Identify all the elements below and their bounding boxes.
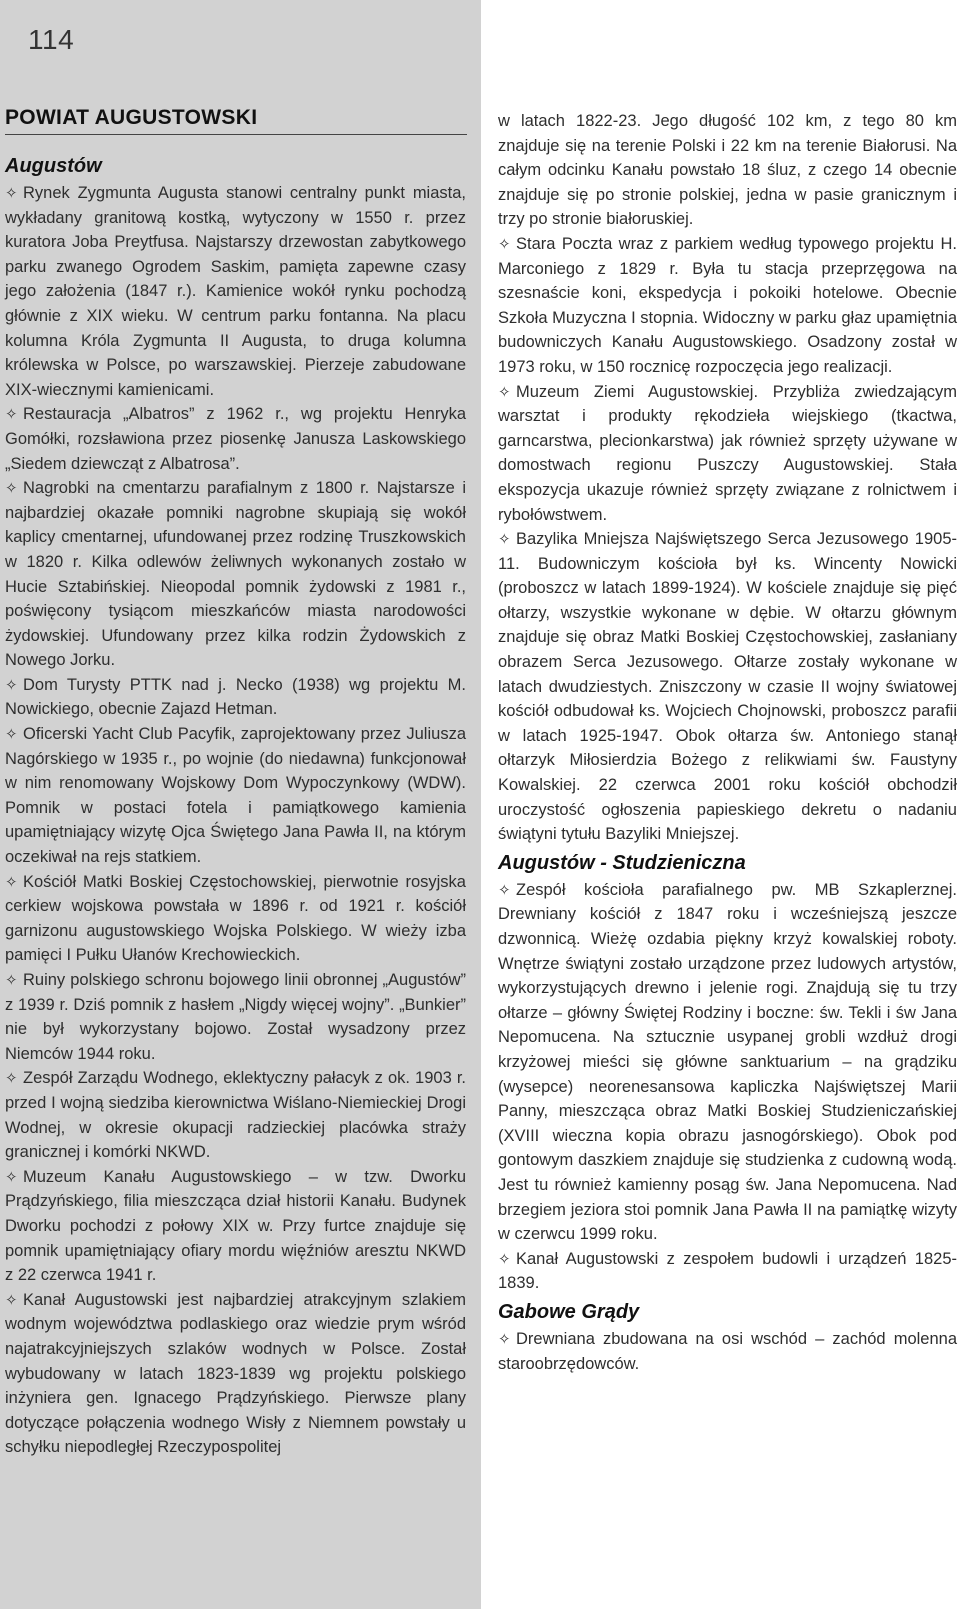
list-item: ✧ Bazylika Mniejsza Najświętszego Serca Jezusowego 1905-11. Budowniczym kościoła był ks. Wincenty Nowicki (proboszcz w latach 1899-1924). W kościele znajduje się pięć ołtarzy, wszystkie wykonane w dębie. W ołtarzu głównym znajduje się obraz Matki Boskiej Częstochowskiej, zasłaniany obrazem Serca Jezusowego. Ołtarze zostały wykonane w latach dwudziestych. Zniszczony w czasie II wojny światowej kościół odbudował ks. Wojciech Chojnowski, proboszcz parafii w latach 1925-1947. Obok ołtarza św. Antoniego stanął ołtarzyk Miłosierdzia Bożego z relikwiami św. Faustyny Kowalskiej. 22 czerwca 2001 roku kościół obchodził uroczystość ogłoszenia papieskiego dekretu o nadaniu świątyni tytułu Bazyliki Mniejszej. [498,530,957,844]
list-item: ✧ Drewniana zbudowana na osi wschód – zachód molenna staroobrzędowców. [498,1329,957,1373]
page-number: 114 [28,24,75,55]
star-bullet-icon: ✧ [5,873,18,891]
list-item: ✧ Muzeum Ziemi Augustowskiej. Przybliża zwiedzającym warsztat i produkty rękodzieła wiejskiego (tkactwa, garncarstwa, plecionkarstwa) jak również sprzęty używane w domostwach regionu Puszczy Augustowskiej. Stała ekspozycja ukazuje również sprzęty związane z rolnictwem i rybołówstwem. [498,382,957,524]
star-bullet-icon: ✧ [498,531,511,549]
list-item: ✧ Kościół Matki Boskiej Częstochowskiej, pierwotnie rosyjska cerkiew wojskowa powstała w 1896 r. od 1921 r. kościół garnizonu augustowskiego Wojska Polskiego. W wieży izba pamięci I Pułku Ułanów Krechowieckich. [5,872,466,965]
list-item: ✧ Nagrobki na cmentarzu parafialnym z 1800 r. Najstarsze i najbardziej okazałe pomniki nagrobne skupiają się wokół kaplicy cmentarnej, ufundowanej przez rodzinę Truszkowskich w 1820 r. Kilka odlewów żeliwnych wykonanych zostało w Hucie Sztabińskiej. Nieopodal pomnik żydowski z 1981 r., poświęcony tysiącom mieszkańców miasta narodowości żydowskiej. Ufundowany przez kilka rodzin Żydowskich z Nowego Jorku. [5,479,466,670]
star-bullet-icon: ✧ [498,235,511,253]
star-bullet-icon: ✧ [5,726,18,744]
list-item: ✧ Dom Turysty PTTK nad j. Necko (1938) wg projektu M. Nowickiego, obecnie Zajazd Hetman. [5,675,466,719]
list-item: ✧ Restauracja „Albatros” z 1962 r., wg projektu Henryka Gomółki, rozsławiona przez piosenkę Janusza Laskowskiego „Siedem dziewcząt z Albatrosa”. [5,405,466,473]
star-bullet-icon: ✧ [5,480,18,498]
star-bullet-icon: ✧ [498,1330,511,1348]
list-item: ✧ Ruiny polskiego schronu bojowego linii obronnej „Augustów” z 1939 r. Dziś pomnik z hasłem „Nigdy więcej wojny”. „Bunkier” nie był wykorzystany bojowo. Został wysadzony przez Niemców 1944 roku. [5,971,466,1063]
section-title: POWIAT AUGUSTOWSKI [5,106,467,135]
list-item: ✧ Zespół Zarządu Wodnego, eklektyczny pałacyk z ok. 1903 r. przed I wojną siedziba kierownictwa Wiślano-Niemieckiej Drogi Wodnej, w okresie okupacji radzieckiej placówka straży granicznej i komórki NKWD. [5,1069,466,1162]
star-bullet-icon: ✧ [5,185,18,202]
list-item: ✧ Zespół kościoła parafialnego pw. MB Szkaplerznej. Drewniany kościół z 1847 roku i wcześniejszą jeszcze dzwonnicą. Wieżę ozdabia piękny krzyż kowalskiej roboty. Wnętrze świątyni zostało urządzone przez ludowych artystów, wykorzystujących drewno i jelenie rogi. Znajdują się tu trzy ołtarze – główny Świętej Rodziny i boczne: św. Tekli i św Jana Nepomucena. Na sztucznie usypanej grobli wzdłuż drogi krzyżowej mieści się główne sanktuarium – na grądziku (wysepce) neorenesansowa kapliczka Najświętszej Marii Panny, mieszcząca obraz Matki Boskiej Studzieniczańskiej (XVIII wieczna kopia obrazu jasnogórskiego). Obok pod gontowym daszkiem znajduje się studzienka z cudowną wodą. Jest tu również kamienny posąg św. Jana Nepomucena. Nad brzegiem jeziora stoi pomnik Jana Pawła II na pamiątkę wizyty w czerwcu 1999 roku. [498,880,957,1244]
star-bullet-icon: ✧ [5,1291,18,1309]
star-bullet-icon: ✧ [5,1168,18,1186]
list-item: ✧ Rynek Zygmunta Augusta stanowi centralny punkt miasta, wykładany granitową kostką, wytyczony w 1550 r. przez kuratora Joba Preytfusa. Najstarszy drzewostan zabytkowego parku zwanego Ogrodem Saskim, pamięta zapewne czasy jego założenia (1847 r.). Kamienice wokół rynku pochodzą głównie z XIX wieku. W centrum parku fontanna. Na placu kolumna Króla Zygmunta II Augusta, to druga kolumna królewska w Polsce, po warszawskiej. Pierzeje zabudowane XIX-wiecznymi kamienicami. [5,184,466,399]
continuation-text: w latach 1822-23. Jego długość 102 km, z tego 80 km znajduje się na terenie Polski i 22 km na terenie Białorusi. Na całym odcinku Kanału powstało 18 śluz, z czego 14 obecnie znajduje się po stronie polskiej, jedna w pasie granicznym i trzy po stronie białoruskiej. [498,112,957,229]
star-bullet-icon: ✧ [498,881,511,899]
place-heading-gabowe-grady: Gabowe Grądy [498,1300,640,1323]
list-item: ✧ Muzeum Kanału Augustowskiego – w tzw. Dworku Prądzyńskiego, filia mieszcząca dział historii Kanału. Budynek Dworku pochodzi z połowy XIX w. Przy furtce znajduje się pomnik upamiętniający ofiary mordu więźniów aresztu NKWD z 22 czerwca 1941 r. [5,1167,466,1285]
list-item: ✧ Stara Poczta wraz z parkiem według typowego projektu H. Marconiego z 1829 r. Była tu stacja przeprzęgowa na szesnaście koni, ekspedycja i pokoiki hotelowe. Obecnie Szkoła Muzyczna I stopnia. Widoczny w parku głaz upamiętnia budowniczych Kanału Augustowskiego. Osadzony został w 1973 roku, w 150 rocznicę rozpoczęcia jego realizacji. [498,234,957,376]
list-item: ✧ Oficerski Yacht Club Pacyfik, zaprojektowany przez Juliusza Nagórskiego w 1935 r., po wojnie (do niedawna) funkcjonował w nim renomowany Wojskowy Dom Wypoczynkowy (WDW). Pomnik w postaci fotela i pamiątkowego kamienia upamiętniający wizytę Ojca Świętego Jana Pawła II, na którym oczekiwał na rejs statkiem. [5,725,466,867]
star-bullet-icon: ✧ [5,1070,18,1088]
star-bullet-icon: ✧ [498,383,511,401]
right-column [498,109,960,1376]
list-item: ✧ Kanał Augustowski z zespołem budowli i urządzeń 1825-1839. [498,1249,957,1293]
left-column [5,150,466,1460]
star-bullet-icon: ✧ [498,1250,511,1268]
star-bullet-icon: ✧ [5,972,18,989]
star-bullet-icon: ✧ [5,676,18,694]
list-item: ✧ Kanał Augustowski jest najbardziej atrakcyjnym szlakiem wodnym województwa podlaskiego oraz wiedzie prym wśród najatrakcyjniejszych szlaków wodnych w Polsce. Został wybudowany w latach 1823-1839 wg projektu polskiego inżyniera gen. Ignacego Prądzyńskiego. Pierwsze plany dotyczące połączenia wodnego Wisły z Niemnem powstały u schyłku niepodległej Rzeczypospolitej [5,1290,466,1457]
star-bullet-icon: ✧ [5,406,18,424]
place-heading-augustow: Augustów [5,155,102,177]
place-heading-studzieniczna: Augustów - Studzieniczna [498,851,746,874]
